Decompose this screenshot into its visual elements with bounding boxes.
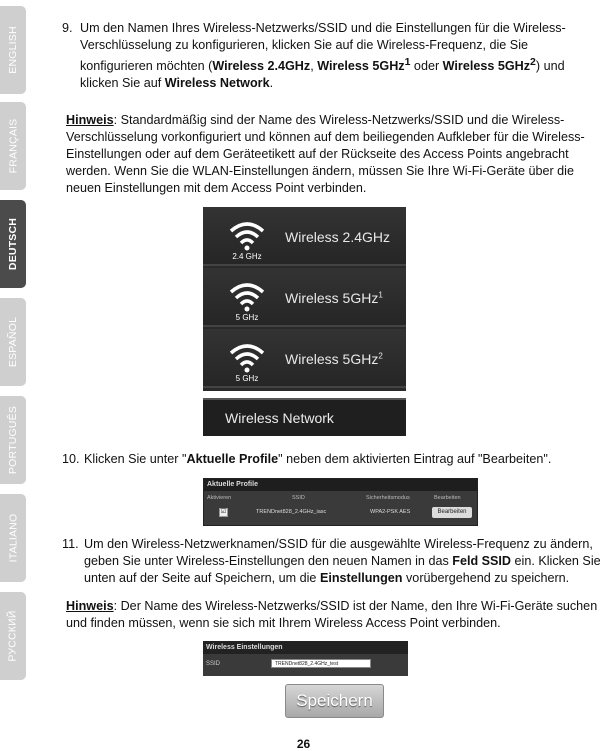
step-9 [62,20,602,92]
wireless-frequency-menu [203,207,406,391]
col-header-security: Sicherheitsmodus [366,495,410,501]
note-2: Hinweis: Der Name des Wireless-Netzwerks/SSID ist der Name, den Ihre Wi-Fi-Geräte suchen und finden müssen, wenn sie sich mit Ihrem Wireless Access Point verbinden. [66,599,598,630]
wireless-settings-panel [203,641,408,676]
lang-tab-russian[interactable]: РУССКИЙ [0,592,26,680]
col-header-enable: Aktivieren [207,495,232,501]
lang-tab-francais[interactable]: FRANÇAIS [0,102,26,190]
lang-tab-italiano[interactable]: ITALIANO [0,494,26,582]
lang-tab-portugues[interactable]: PORTUGUÊS [0,396,26,484]
profile-security: WPA2-PSK AES [370,509,411,515]
wireless-24ghz-item[interactable]: 2.4 GHz Wireless 2.4GHz [203,207,406,266]
col-header-edit: Bearbeiten [434,495,461,501]
wireless-5ghz-2-item[interactable]: 5 GHz Wireless 5GHz$^2$ [203,329,406,388]
svg-text:5 GHz: 5 GHz [235,313,259,322]
wifi-icon [227,217,267,261]
col-header-ssid: SSID [292,495,305,501]
save-button[interactable]: Speichern [285,684,384,718]
step-10: 10. Klicken Sie unter "Aktuelle Profile" neben dem aktivierten Eintrag auf "Bearbeiten". [62,452,552,466]
ssid-label: SSID [206,661,221,667]
wireless-network-menu-item[interactable]: Wireless Network [203,398,406,436]
profiles-title: Aktuelle Profile [204,479,477,491]
enable-checkbox[interactable]: ☑ [220,509,227,515]
lang-tab-deutsch[interactable]: DEUTSCH [0,200,26,288]
lang-tab-english[interactable]: ENGLISH [0,6,26,94]
wifi-icon [227,339,267,383]
step-9-text: 9. Um den Namen Ihres Wireless-Netzwerks/SSID und die Einstellungen für die Wireless-Verschlüsselung zu konfigurieren, klicken Sie auf die Wireless-Frequenz, die Sie konfigurieren möchten (Wireless 2.4GHz, Wireless 5GHz$^1$ oder Wireless 5GHz$^2$) und klicken Sie auf Wireless Network. [62,21,566,91]
wireless-5ghz-1-item[interactable]: 5 GHz Wireless 5GHz$^1$ [203,268,406,327]
svg-text:5 GHz: 5 GHz [235,374,259,383]
svg-text:2.4 GHz: 2.4 GHz [232,252,262,261]
profile-ssid: TRENDnet828_2.4GHz_iasc [256,509,327,515]
language-tabs [0,0,26,751]
step-11: 11. Um den Wireless-Netzwerknamen/SSID für die ausgewählte Wireless-Frequenz zu ändern, geben Sie unter Wireless-Einstellungen den neuen Namen in das Feld SSID ein. Klicken Sie unten auf der Seite auf Speichern, um die Einstellungen vorübergehend zu speichern. [62,537,601,585]
note-1: Hinweis: Standardmäßig sind der Name des Wireless-Netzwerks/SSID und die Wireless-Verschlüsselung vorkonfiguriert und können auf dem beiliegenden Aufkleber für die Wireless-Einstellungen oder auf dem Geräteetikett auf der Rückseite des Access Points angebracht werden. Wenn Sie die WLAN-Einstellungen ändern, müssen Sie Ihre Wi-Fi-Geräte über die neuen Einstellungen mit dem Access Point verbinden. [66,113,585,195]
lang-tab-espanol[interactable]: ESPAÑOL [0,298,26,386]
ssid-input[interactable]: TRENDnet828_2.4GHz_test [271,659,371,668]
wifi-icon [227,278,267,322]
edit-button[interactable]: Bearbeiten [432,507,472,518]
current-profiles-table [203,478,478,526]
wireless-settings-title: Wireless Einstellungen [203,641,408,654]
page-number: 26 [296,737,311,751]
